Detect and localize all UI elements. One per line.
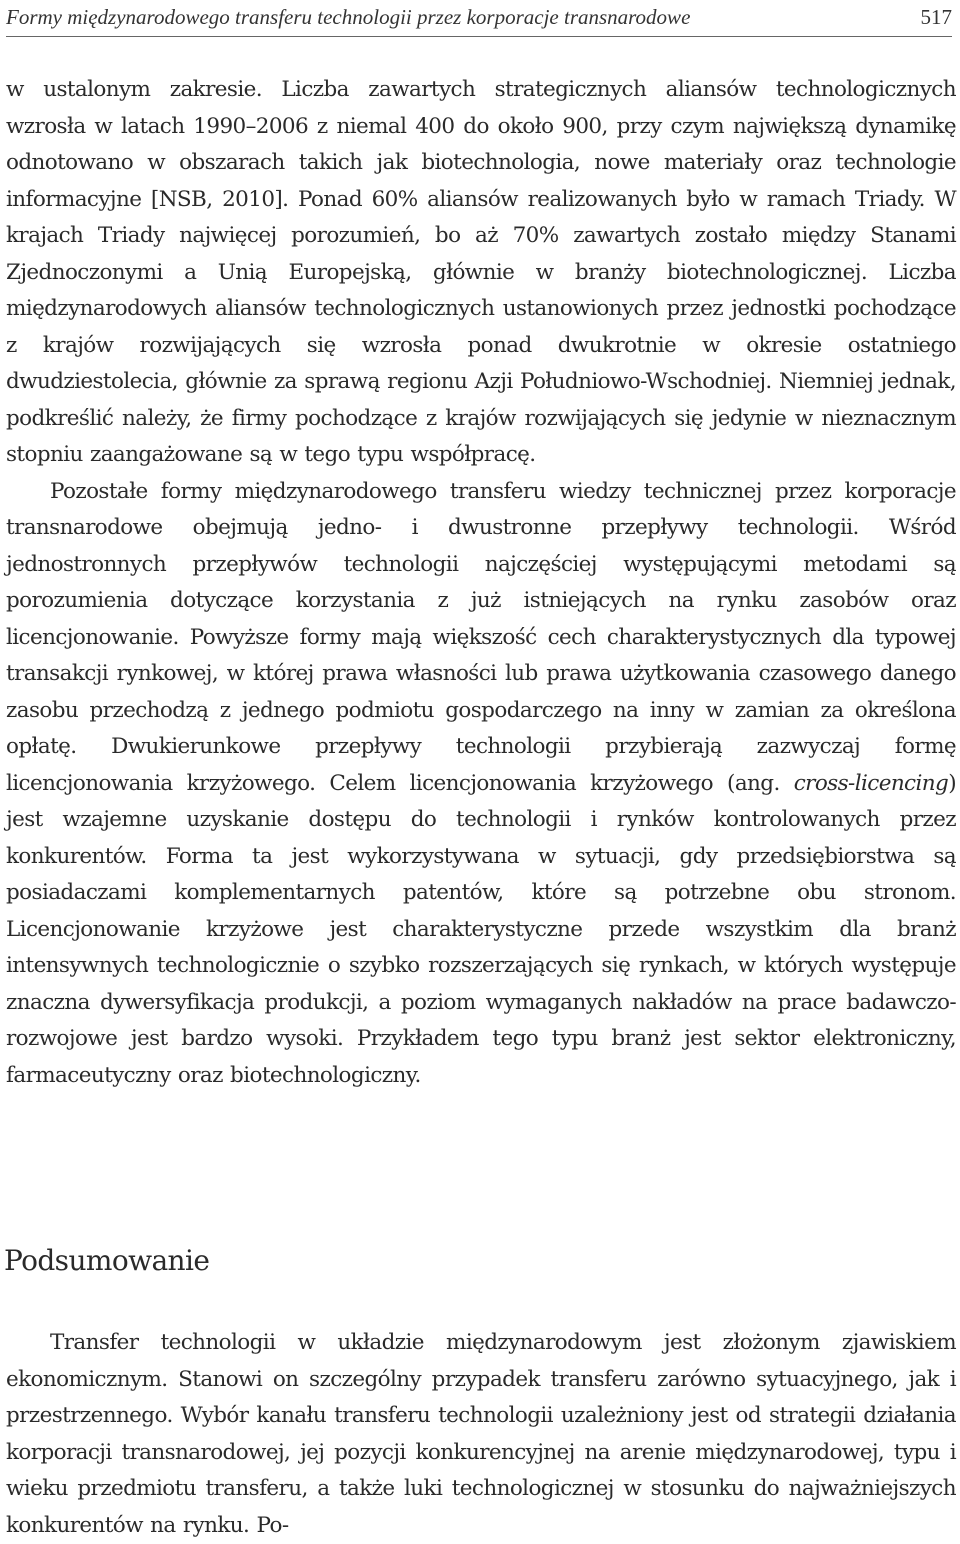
- summary-body-text: [6, 1325, 956, 1544]
- header-divider: [6, 36, 952, 37]
- main-body-text: [6, 72, 956, 1094]
- body-paragraph-2: [6, 474, 956, 1095]
- section-heading-summary: Podsumowanie: [4, 1244, 210, 1277]
- foreign-term-cross-licencing: cross-licencing: [793, 770, 949, 796]
- page-number: 517: [920, 4, 952, 29]
- paragraph-2-text-end: ) jest wzajemne uzyskanie dostępu do technologii i rynków kontrolowanych przez konkurentów. Forma ta jest wykorzystywana w sytuacji, gdy przedsiębiorstwa są posiadaczami komplementarnych patentów, które są potrzebne obu stronom. Licencjonowanie krzyżowe jest charakterystyczne przede wszystkim dla branż intensywnych technologicznie o szybko rozszerzających się rynkach, w których występuje znaczna dywersyfikacja produkcji, a poziom wymaganych nakładów na prace badawczo-rozwojowe jest bardzo wysoki. Przykładem tego typu branż jest sektor elektroniczny, farmaceutyczny oraz biotechnologiczny.: [6, 770, 956, 1088]
- body-paragraph-1: w ustalonym zakresie. Liczba zawartych strategicznych aliansów technologicznych wzrosła w latach 1990–2006 z niemal 400 do około 900, przy czym największą dynamikę odnotowano w obszarach takich jak biotechnologia, nowe materiały oraz technologie informacyjne [NSB, 2010]. Ponad 60% aliansów realizowanych było w ramach Triady. W krajach Triady najwięcej porozumień, bo aż 70% zawartych zostało między Stanami Zjednoczonymi a Unią Europejską, głównie w branży biotechnologicznej. Liczba międzynarodowych aliansów technologicznych ustanowionych przez jednostki pochodzące z krajów rozwijających się wzrosła ponad dwukrotnie w okresie ostatniego dwudziestolecia, głównie za sprawą regionu Azji Południowo-Wschodniej. Niemniej jednak, podkreślić należy, że firmy pochodzące z krajów rozwijających się jedynie w nieznacznym stopniu zaangażowane są w tego typu współpracę.: [6, 77, 956, 467]
- running-title: Formy międzynarodowego transferu technologii przez korporacje transnarodowe: [6, 4, 691, 29]
- summary-paragraph: Transfer technologii w układzie międzynarodowym jest złożonym zjawiskiem ekonomicznym. Stanowi on szczególny przypadek transferu zarówno sytuacyjnego, jak i przestrzennego. Wybór kanału transferu technologii uzależniony jest od strategii działania korporacji transnarodowej, jej pozycji konkurencyjnej na arenie międzynarodowej, typu i wieku przedmiotu transferu, a także luki technologicznej w stosunku do najważniejszych konkurentów na rynku. Po-: [6, 1330, 956, 1538]
- running-header: [6, 2, 952, 32]
- paragraph-2-text-start: Pozostałe formy międzynarodowego transferu wiedzy technicznej przez korporacje transnarodowe obejmują jedno- i dwustronne przepływy technologii. Wśród jednostronnych przepływów technologii najczęściej występującymi metodami są porozumienia dotyczące korzystania z już istniejących na rynku zasobów oraz licencjonowanie. Powyższe formy mają większość cech charakterystycznych dla typowej transakcji rynkowej, w której prawa własności lub prawa użytkowania czasowego danego zasobu przechodzą z jednego podmiotu gospodarczego na inny w zamian za określona opłatę. Dwukierunkowe przepływy technologii przybierają zazwyczaj formę licencjonowania krzyżowego. Celem licencjonowania krzyżowego (ang.: [6, 478, 956, 796]
